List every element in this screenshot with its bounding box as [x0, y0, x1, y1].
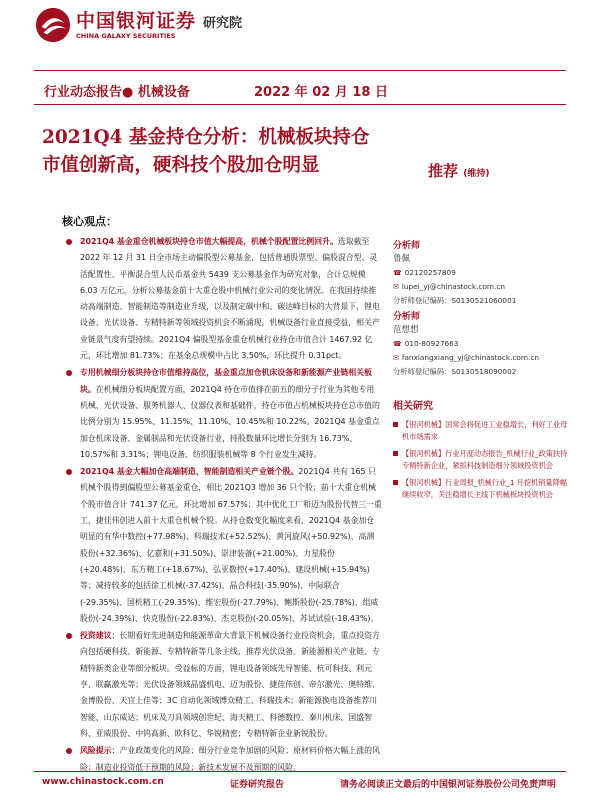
analyst-email[interactable]: fanxiangxiang_yj@chinastock.com.cn	[401, 353, 539, 362]
email-icon: ✉	[393, 354, 399, 362]
analyst-cert: 分析师登记编码：S0130518090002	[393, 367, 517, 376]
report-date: 2022 年 02 月 18 日	[254, 85, 388, 100]
bullet-icon	[66, 370, 72, 376]
analyst-heading: 分析师	[393, 241, 421, 251]
analyst-name: 鲁佩	[393, 254, 411, 264]
rating-sub: (维持)	[463, 169, 490, 179]
bullet-icon	[66, 633, 72, 639]
paragraph-lead: 风险提示：	[80, 746, 120, 756]
analyst-cert: 分析师登记编码：S0130521060001	[393, 296, 517, 305]
related-item-text: 【银河机械】国常会将促进工业稳增长，利好工业母机市场需求	[402, 420, 568, 441]
paragraph-lead: 投资建议：	[80, 631, 120, 641]
bullet-icon	[66, 239, 72, 245]
rating-badge	[428, 160, 489, 181]
bullet-icon	[393, 422, 398, 427]
paragraph	[64, 234, 382, 364]
related-research-heading: 相关研究	[393, 401, 433, 412]
related-item-text: 【银河机械】行业月度动态报告_机械行业_政策扶持专精特新企业，紧抓科技制造细分领域投资机会	[402, 449, 568, 470]
analyst-phone: 02120257809	[404, 268, 456, 277]
footer-website[interactable]: www.chinastock.com.cn	[42, 777, 164, 787]
paragraph-lead: 2021Q4 基金重仓机械板块持仓市值大幅提高，机械个股配置比例回升。	[80, 237, 338, 246]
analyst-card	[393, 253, 568, 307]
related-item[interactable]	[393, 419, 568, 442]
report-type: 行业动态报告● 机械设备	[44, 85, 190, 100]
paragraph-body: 2021Q4 共有 165 只机械个股得到偏股型公募基金重仓，相比 2021Q3 增加 36 只个股；前十大重仓机械个股市值合计 741.37 亿元，环比增加 67.57%；其中优化工厂和迈为股份代替三一重工，捷佳伟创进入前十大重仓机械个股。从持仓数变化幅度来看，2021Q4 基金加仓明显的有华中数控(+77.98%)、科瑞技术(+52.52%)、黄河旋风(+50.92%)、高测股份(+32.36%)、亿嘉和(+31.50%)、崇津装备(+21.00%)、力星股份(+20.48%)、东方精工(+18.67%)、弘亚数控(+17.40%)、建设机械(+15.94%)等；减持较多的包括徐工机械(-37.42%)、晶合科技(-35.90%)、中际联合(-29.35%)、国机精工(-29.35%)、维宏股份(-27.79%)、鲍斯股份(-25.78%)、组威股份(-24.39%)、快克股份(-22.83%)、杰克股份(-20.05%)、苏试试验(-18.43%)。	[80, 467, 382, 623]
footer-disclaimer: 请务必阅读正文最后的中国银河证券股份公司免责声明	[339, 780, 556, 790]
core-views-body	[64, 234, 382, 777]
paragraph-body: 在机械细分板块配置方面，2021Q4 持仓市值排在前五的细分子行业为其他专用机械、光伏设备、服务机器人、仪器仪表和基础件，持仓市值占机械板块持仓总市值的比例分别为 15.95%、11.15%、11.10%、10.45%和 10.22%。2021Q4 基金重点加仓机床设备、金属制品和光伏设备行业，持股数量环比增长分别为 16.73%、10.57%和 3.31%；锂电设备、纺织服装机械等 8 个行业发生减持。	[80, 384, 380, 459]
header-rule	[34, 70, 566, 71]
bullet-icon	[393, 480, 398, 485]
sidebar	[393, 240, 568, 506]
logo-chinese-name: 中国银河证券	[76, 9, 197, 32]
core-views-label: 核心观点：	[62, 215, 117, 228]
paragraph	[64, 365, 382, 463]
footer-rule	[34, 771, 566, 772]
footer-report-label: 证券研究报告	[230, 780, 285, 790]
bullet-icon	[393, 451, 398, 456]
analyst-phone: 010-80927663	[404, 339, 459, 348]
logo-english-name: CHINA GALAXY SECURITIES	[76, 31, 176, 40]
header-rule-bottom	[34, 104, 566, 105]
analyst-heading: 分析师	[393, 312, 421, 322]
related-item[interactable]	[393, 477, 568, 500]
paragraph-lead: 2021Q4 基金大幅加仓高端制造、智能制造相关产业链个股。	[80, 467, 299, 477]
paragraph-body: 长期看好先进制造和能源革命大背景下机械设备行业投资机会，重点投资方向包括硬科技、新能源、专精特新等几条主线，推荐光伏设备、新能源相关产业链、专精特新类企业等细分板块。受益标的方面，锂电设备领域先导智能、杭可科技、利元亨、联赢激光等；光伏设备领域晶盛机电、迈为股份、捷佳伟创、帝尔激光、奥特维、金博股份、天宜上佳等；3C 自动化领域博众精工、科瑞技术；新能源换电设备推荐川智能、山东威达；机床及刀具领域创世纪、海天精工、科德数控、秦川机床、国盛智科、亚威股份、中钨高新、欧科亿、华锐精密；专精特新企业新锐股份。	[80, 631, 380, 738]
analyst-name: 范想想	[393, 325, 419, 335]
paragraph-body: 产业政策变化的风险；细分行业竞争加剧的风险；原材料价格大幅上涨的风险；制造业投资低于预期的风险；新技术发展不及预期的风险。	[80, 746, 380, 772]
company-logo	[34, 6, 196, 44]
related-item-text: 【银河机械】行业周报_机械行业_1 月挖机销量降幅继续收窄，关注稳增长主线下机械板块投资机会	[402, 478, 567, 499]
phone-icon: ☎	[393, 340, 402, 348]
phone-icon: ☎	[393, 269, 402, 277]
bullet-icon	[66, 469, 72, 475]
analyst-card	[393, 324, 568, 378]
report-title: 2021Q4 基金持仓分析：机械板块持仓市值创新高，硬科技个股加仓明显	[42, 127, 370, 176]
paragraph	[64, 464, 382, 627]
galaxy-logo-icon	[34, 6, 72, 44]
related-item[interactable]	[393, 448, 568, 471]
paragraph-lead: 专用机械细分板块持仓市值维持高位，基金重点加仓机床设备和新能源产业链相关板块。	[80, 368, 372, 394]
rating-label: 推荐	[428, 162, 459, 180]
institute-label: 研究院	[203, 16, 243, 31]
bullet-icon	[66, 748, 72, 754]
email-icon: ✉	[393, 283, 399, 291]
paragraph	[64, 628, 382, 742]
analyst-email[interactable]: lupei_yj@chinastock.com.cn	[401, 282, 505, 291]
paragraph-body: 选取截至 2022 年 12 月 31 日全市场主动偏股型公募基金，包括普通股票型、偏股混合型、灵活配置性、平衡混合型人民币基金共 5439 支公募基金作为研究对象，合计总规模 6.03 万亿元，分析公募基金前十大重仓股中机械行业公司的变化情况。在我国持续推动高端制造、智能制造等制造业升级，以及制定碳中和、碳达峰目标的大背景下，锂电设备、光伏设备、专精特新等领域投资机会不断涌现，机械设备行业直接受益，相关产业链景气度有望持续。2021Q4 偏股型基金重仓机械行业持仓市值合计 1467.92 亿元，环比增加 81.73%；在基金总规模中占比 3.50%，环比提升 0.31pct。	[80, 237, 380, 361]
